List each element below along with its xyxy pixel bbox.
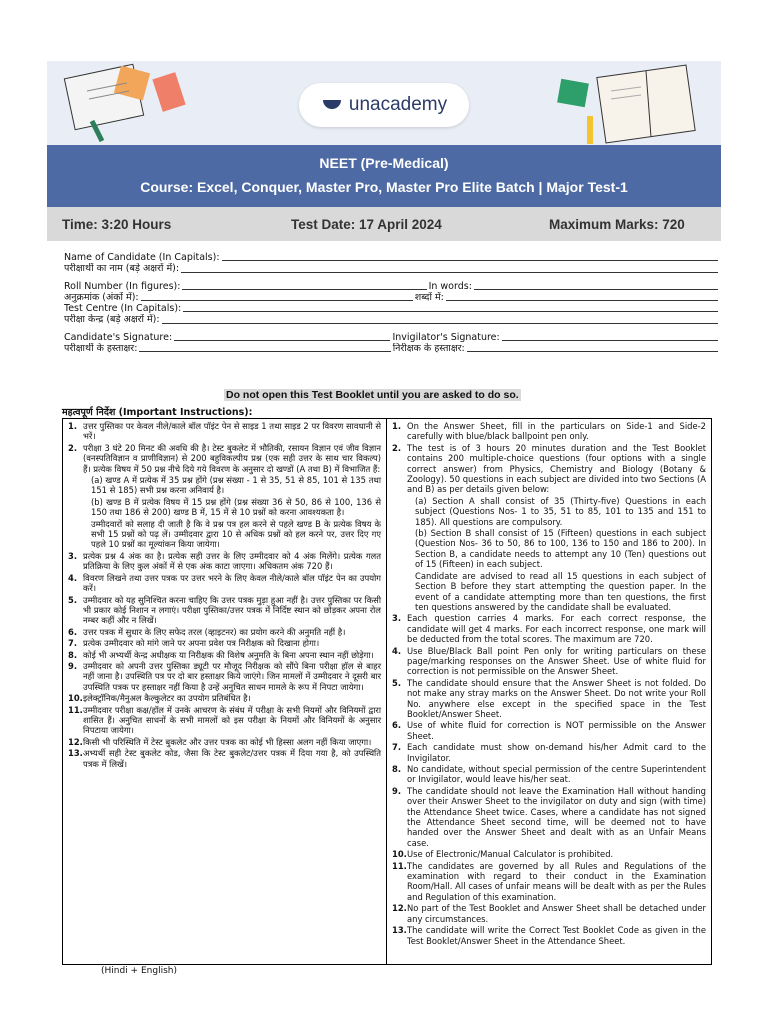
instruction-text: The candidates are governed by all Rules and Regulations of the examination with regard to their conduct in the Examination Room/Hall. All cases of unfair means will be dealt with as per the Rules and Regulation of this examination. bbox=[407, 860, 706, 902]
field-name[interactable] bbox=[64, 252, 720, 263]
field-label: In words: bbox=[428, 280, 472, 292]
field-test-centre[interactable] bbox=[64, 303, 720, 314]
instruction-text: उम्मीदवारों को सलाह दी जाती है कि वे प्रश्न पत्र हल करने से पहले खण्ड B के प्रत्येक विषय के सभी 15 प्रश्नों को पढ़ लें। उम्मीदवार द्वारा 10 से अधिक प्रश्नों को हल करने पर, उत्तर दिए गए पहले 10 प्रश्नों का मूल्यांकन किया जायेगा। bbox=[91, 518, 381, 550]
instruction-number: 12. bbox=[68, 736, 83, 747]
english-instructions bbox=[387, 419, 711, 964]
instruction-number: 2. bbox=[392, 442, 402, 453]
blank-line[interactable] bbox=[174, 332, 390, 341]
instruction-item bbox=[68, 627, 381, 637]
instruction-item bbox=[392, 646, 706, 677]
instruction-item bbox=[400, 496, 706, 527]
blank-line[interactable] bbox=[139, 343, 390, 352]
instruction-number: 10. bbox=[68, 693, 83, 704]
instruction-text: The test is of 3 hours 20 minutes duration and the Test Booklet contains 200 multiple-choice questions (four options with a single correct answer) from Physics, Chemistry and Biology (Botany & Zoology). 50 questions in each subject are divided into two Sections (A and B) as per details given below: bbox=[407, 442, 706, 495]
instruction-number: 7. bbox=[392, 742, 402, 753]
instruction-number bbox=[400, 571, 415, 613]
notebook-illustration-left bbox=[47, 61, 197, 145]
exam-title: NEET (Pre-Medical) bbox=[319, 155, 449, 171]
field-roll-number-hindi[interactable] bbox=[64, 292, 720, 303]
field-label: Name of Candidate (In Capitals): bbox=[64, 252, 220, 263]
instruction-item bbox=[392, 421, 706, 442]
instruction-number bbox=[76, 475, 91, 496]
instruction-item bbox=[68, 661, 381, 692]
instruction-item bbox=[68, 650, 381, 660]
instruction-text: (b) Section B shall consist of 15 (Fifteen) questions in each subject (Question Nos- 36 to 50, 86 to 100, 136 to 150 and 186 to 200). In Section B, a candidate needs to attempt any 10 (Ten) questions out of 15 (Fifteen) in each subject. bbox=[415, 528, 706, 570]
instruction-text: The candidate should ensure that the Answer Sheet is not folded. Do not make any stray marks on the Answer Sheet. Do not write your Roll No. anywhere else except in the specified space in the Test Booklet/Answer Sheet. bbox=[407, 677, 706, 719]
blank-line[interactable] bbox=[502, 332, 718, 341]
blank-line[interactable] bbox=[222, 252, 718, 261]
instruction-item bbox=[68, 573, 381, 594]
instruction-number: 8. bbox=[392, 764, 402, 774]
instruction-number bbox=[76, 497, 91, 518]
instruction-text: इलेक्ट्रॉनिक/मैनुअल कैल्कुलेटर का उपयोग प्रतिबंधित है। bbox=[83, 693, 251, 704]
field-signatures-hindi[interactable] bbox=[64, 343, 720, 354]
instruction-item bbox=[400, 528, 706, 570]
instruction-item bbox=[68, 595, 381, 626]
instruction-text: No part of the Test Booklet and Answer Sheet shall be detached under any circumstances. bbox=[407, 903, 706, 924]
blank-line[interactable] bbox=[141, 292, 413, 301]
blank-line[interactable] bbox=[446, 292, 718, 301]
blank-line[interactable] bbox=[182, 281, 426, 290]
instruction-number: 6. bbox=[68, 626, 78, 637]
instruction-item bbox=[392, 443, 706, 495]
field-roll-number[interactable] bbox=[64, 281, 720, 292]
instruction-item bbox=[392, 861, 706, 903]
instruction-item bbox=[76, 475, 381, 496]
instruction-item bbox=[392, 678, 706, 720]
instruction-item bbox=[392, 849, 706, 859]
instruction-number: 3. bbox=[68, 550, 78, 561]
instruction-text: On the Answer Sheet, fill in the particulars on Side-1 and Side-2 carefully with blue/black ballpoint pen only. bbox=[407, 421, 706, 442]
field-signatures[interactable] bbox=[64, 332, 720, 343]
instruction-number: 7. bbox=[68, 638, 78, 649]
instruction-text: (b) खण्ड B में प्रत्येक विषय में 15 प्रश्न होंगे (प्रश्न संख्या 36 से 50, 86 से 100, 136 से 150 तथा 186 से 200) खण्ड B में, 15 में से 10 प्रश्नों को करना आवश्यकता है। bbox=[91, 496, 381, 518]
instruction-number: 13. bbox=[392, 925, 407, 936]
instruction-item bbox=[392, 613, 706, 644]
instruction-text: No candidate, without special permission of the centre Superintendent or Invigilator, would leave his/her seat. bbox=[407, 764, 706, 785]
instruction-text: Use of Electronic/Manual Calculator is prohibited. bbox=[407, 849, 614, 860]
instruction-text: Each candidate must show on-demand his/her Admit card to the Invigilator. bbox=[407, 742, 706, 763]
test-date: Test Date: 17 April 2024 bbox=[291, 217, 442, 232]
instruction-text: Use Blue/Black Ball point Pen only for writing particulars on these page/marking responses on the Answer Sheet. Use of white fluid for correction is not permissible on the Answer Sheet. bbox=[407, 645, 706, 677]
instruction-text: उत्तर पुस्तिका पर केवल नीले/काले बॉल पॉइंट पेन से साइड 1 तथा साइड 2 पर विवरण सावधानी से भरें। bbox=[83, 421, 381, 442]
hindi-instructions bbox=[63, 419, 387, 964]
instruction-text: परीक्षा 3 घंटे 20 मिनट की अवधि की है। टेस्ट बुकलेट में भौतिकी, रसायन विज्ञान एवं जीव विज्ञान (वनस्पतिविज्ञान व प्राणीविज्ञान) से 200 बहुविकल्पीय प्रश्न (एक सही उत्तर के साथ चार विकल्प) हैं। प्रत्येक विषय में 50 प्रश्न नीचे दिये गये विवरण के अनुसार दो खण्डों (A तथा B) में विभाजित हैं: bbox=[83, 442, 381, 474]
do-not-open-notice: Do not open this Test Booklet until you are asked to do so. bbox=[226, 389, 519, 401]
instruction-item bbox=[392, 786, 706, 848]
instruction-number: 12. bbox=[392, 903, 407, 914]
instruction-item bbox=[400, 571, 706, 613]
instruction-text: (a) खण्ड A में प्रत्येक में 35 प्रश्न होंगे (प्रश्न संख्या - 1 से 35, 51 से 85, 101 से 135 तथा 151 से 185) सभी प्रश्न करना अनिवार्य है। bbox=[91, 475, 381, 496]
instruction-text: (a) Section A shall consist of 35 (Thirty-five) Questions in each subject (Questions Nos- 1 to 35, 51 to 85, 101 to 135 and 151 to 185). All questions are compulsory. bbox=[415, 495, 706, 527]
instruction-number: 4. bbox=[392, 645, 402, 656]
instruction-item bbox=[392, 925, 706, 946]
exam-banner bbox=[47, 145, 721, 207]
field-label: Invigilator's Signature: bbox=[392, 331, 500, 343]
instruction-text: किसी भी परिस्थिति में टेस्ट बुकलेट और उत्तर पत्रक का कोई भी हिस्सा अलग नहीं किया जाएगा। bbox=[83, 736, 372, 747]
field-label: अनुक्रमांक (अंकों में): bbox=[64, 291, 139, 303]
blank-line[interactable] bbox=[181, 263, 718, 272]
instruction-item bbox=[68, 737, 381, 747]
blank-line[interactable] bbox=[474, 281, 718, 290]
instruction-text: अभ्यर्थी सही टेस्ट बुकलेट कोड, जैसा कि टेस्ट बुकलेट/उत्तर पत्रक में दिया गया है, को उपस्थिति पत्रक में लिखें। bbox=[83, 748, 381, 769]
instruction-item bbox=[68, 421, 381, 442]
language-note: (Hindi + English) bbox=[101, 966, 177, 976]
instruction-number: 3. bbox=[392, 613, 402, 624]
instruction-item bbox=[68, 551, 381, 572]
brand-name: unacademy bbox=[348, 94, 448, 115]
logo-bowl-icon bbox=[321, 96, 343, 114]
instruction-text: Candidate are advised to read all 15 questions in each subject of Section B before they start attempting the question paper. In the event of a candidate attempting more than ten questions, the first ten questions answered by the candidate shall be evaluated. bbox=[415, 570, 706, 612]
instructions-heading: महत्वपूर्ण निर्देश (Important Instructions): bbox=[62, 407, 253, 418]
field-label: परीक्षा केन्द्र (बड़े अक्षरों में): bbox=[64, 314, 160, 326]
instruction-text: Use of white fluid for correction is NOT permissible on the Answer Sheet. bbox=[407, 720, 706, 741]
instruction-item bbox=[68, 443, 381, 474]
field-label: परीक्षार्थी के हस्ताक्षर: bbox=[64, 343, 138, 355]
instruction-text: उम्मीदवार को अपनी उत्तर पुस्तिका ड्यूटी पर मौजूद निरीक्षक को सौंपे बिना परीक्षा हॉल से बाहर नहीं जाना है। उपस्थिति पत्र पर दो बार हस्ताक्षर किये जाएंगे। जिन मामलों में उम्मीदवार ने दूसरी बार उपस्थिति पत्रक पर हस्ताक्षर नहीं किया है उन्हें अनुचित साधन मामले के रूप में निपटा जायेगा। bbox=[83, 660, 381, 692]
field-test-centre-hindi[interactable] bbox=[64, 314, 720, 325]
instruction-text: The candidate should not leave the Examination Hall without handing over their Answer Sheet to the invigilator on duty and sign (with time) the Attendance Sheet twice. Cases, where a candidate has not signed the Attendance Sheet second time, will be deemed not to have handed over the Answer Sheet and dealt with as an Unfair Means case. bbox=[407, 785, 706, 848]
instruction-number: 5. bbox=[68, 594, 78, 605]
instruction-number: 1. bbox=[392, 421, 402, 431]
instruction-number: 1. bbox=[68, 421, 78, 431]
instruction-text: प्रत्येक उम्मीदवार को मांगे जाने पर अपना प्रवेश पत्र निरीक्षक को दिखाना होगा। bbox=[83, 638, 320, 649]
instruction-text: Each question carries 4 marks. For each correct response, the candidate will get 4 marks. For each incorrect response, one mark will be deducted from the total scores. The maximum are 720. bbox=[407, 613, 706, 645]
maximum-marks: Maximum Marks: 720 bbox=[549, 217, 685, 232]
field-label: Test Centre (In Capitals): bbox=[64, 303, 182, 315]
instruction-number: 11. bbox=[68, 704, 83, 715]
instruction-number: 8. bbox=[68, 649, 78, 660]
instruction-item bbox=[68, 693, 381, 703]
blank-line[interactable] bbox=[162, 314, 718, 323]
instruction-number bbox=[76, 519, 91, 550]
instruction-number: 13. bbox=[68, 748, 83, 759]
instruction-number: 11. bbox=[392, 860, 407, 871]
field-label: परीक्षार्थी का नाम (बड़े अक्षरों में): bbox=[64, 263, 180, 275]
course-title: Course: Excel, Conquer, Master Pro, Master Pro Elite Batch | Major Test-1 bbox=[140, 179, 628, 195]
instructions-box bbox=[62, 418, 712, 965]
field-label: Candidate's Signature: bbox=[64, 331, 173, 343]
candidate-details-form bbox=[64, 252, 720, 354]
instruction-text: उम्मीदवार को यह सुनिश्चित करना चाहिए कि उत्तर पत्रक मुड़ा हुआ नहीं है। उत्तर पुस्तिका पर किसी भी प्रकार कोई निशान न लगाएं। परीक्षा पुस्तिका/उत्तर पत्रक में निर्दिष्ट स्थान को छोड़कर अपना रोल नम्बर कहीं और न लिखें। bbox=[83, 594, 381, 626]
test-duration: Time: 3:20 Hours bbox=[62, 217, 172, 232]
instruction-number: 6. bbox=[392, 720, 402, 731]
instruction-text: उत्तर पत्रक में सुधार के लिए सफेद तरल (व्हाइटनर) का प्रयोग करने की अनुमति नहीं है। bbox=[83, 626, 346, 637]
instruction-number: 5. bbox=[392, 677, 402, 688]
book-illustration-right bbox=[551, 61, 721, 145]
instruction-number: 9. bbox=[68, 660, 78, 671]
blank-line[interactable] bbox=[467, 343, 718, 352]
instruction-item bbox=[76, 519, 381, 550]
instruction-text: उम्मीदवार परीक्षा कक्ष/हॉल में उनके आचरण के संबंध में परीक्षा के सभी नियमों और विनियमों द्वारा शासित हैं। अनुचित साधनों के सभी मामलों को इस परीक्षा के नियमों और विनियमों के अनुसार निपटाया जायेगा। bbox=[83, 704, 381, 736]
instruction-number: 4. bbox=[68, 572, 78, 583]
test-info-bar bbox=[47, 207, 721, 241]
instruction-item bbox=[392, 764, 706, 785]
instruction-item bbox=[392, 742, 706, 763]
instruction-text: प्रत्येक प्रश्न 4 अंक का है। प्रत्येक सही उत्तर के लिए उम्मीदवार को 4 अंक मिलेंगे। प्रत्येक गलत प्रतिक्रिया के लिए कुल अंकों में से एक अंक काटा जाएगा। अधिकतम अंक 720 हैं। bbox=[83, 550, 381, 572]
instruction-item bbox=[392, 903, 706, 924]
instruction-text: कोई भी अभ्यर्थी केन्द्र अधीक्षक या निरीक्षक की विशेष अनुमति के बिना अपना स्थान नहीं छोड़ेगा। bbox=[83, 649, 374, 660]
instruction-number bbox=[400, 496, 415, 527]
field-label: Roll Number (In figures): bbox=[64, 280, 181, 292]
instruction-item bbox=[68, 705, 381, 736]
instruction-item bbox=[392, 720, 706, 741]
header-banner bbox=[47, 61, 721, 145]
instruction-number: 10. bbox=[392, 849, 407, 860]
instruction-item bbox=[76, 497, 381, 518]
instruction-item bbox=[68, 748, 381, 769]
field-label: निरीक्षक के हस्ताक्षर: bbox=[392, 343, 465, 355]
instruction-number bbox=[400, 528, 415, 570]
instruction-text: विवरण लिखने तथा उत्तर पत्रक पर उत्तर भरने के लिए केवल नीले/काले बॉल पॉइंट पेन का उपयोग करें। bbox=[83, 572, 381, 594]
field-label: शब्दों में: bbox=[414, 291, 444, 303]
instruction-number: 9. bbox=[392, 785, 402, 796]
field-name-hindi[interactable] bbox=[64, 263, 720, 274]
instruction-text: The candidate will write the Correct Test Booklet Code as given in the Test Booklet/Answer Sheet in the Attendance Sheet. bbox=[407, 925, 706, 946]
instruction-number: 2. bbox=[68, 442, 78, 453]
blank-line[interactable] bbox=[183, 303, 718, 312]
unacademy-logo bbox=[299, 83, 469, 127]
instruction-item bbox=[68, 638, 381, 648]
